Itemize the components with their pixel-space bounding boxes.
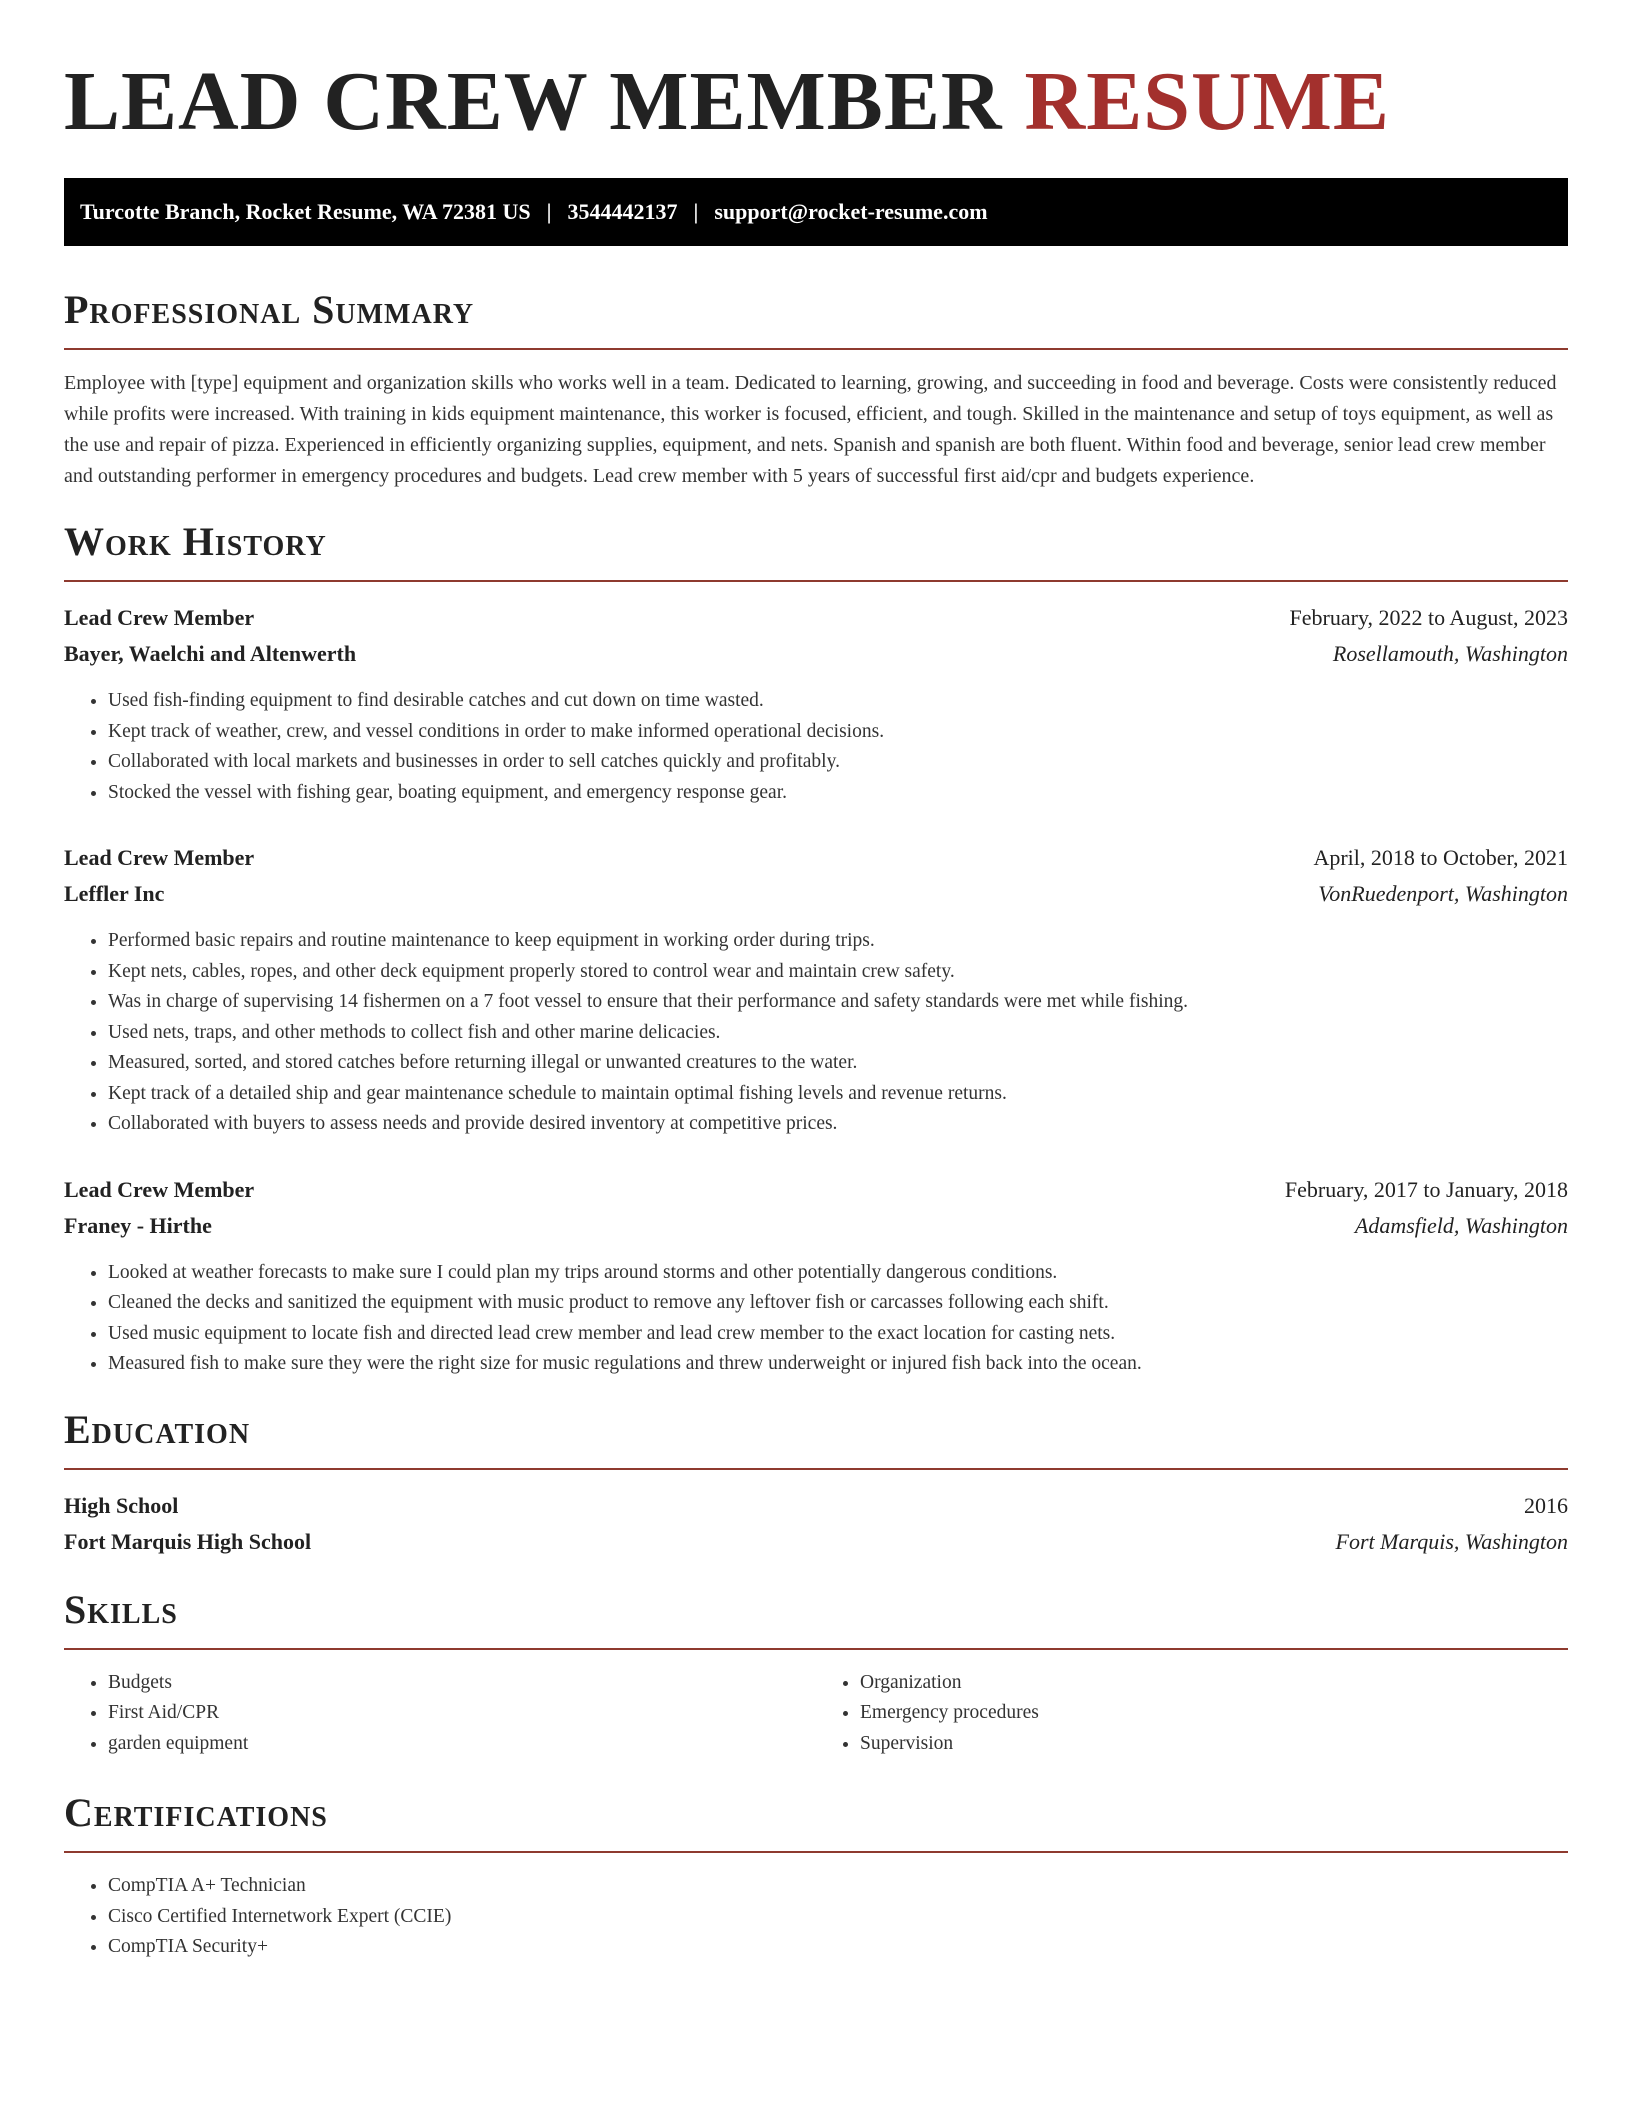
certifications-section xyxy=(64,1789,1568,1963)
job-dates: April, 2018 to October, 2021 xyxy=(1313,845,1568,870)
section-divider xyxy=(64,1851,1568,1853)
job-duties xyxy=(64,926,1568,1140)
education-degree: High School xyxy=(64,1492,179,1518)
resume-title xyxy=(64,52,1568,152)
skill-item: • Organization xyxy=(860,1668,1568,1699)
job-duties xyxy=(64,1258,1568,1380)
job-entry xyxy=(64,1172,1568,1380)
skills-list-left xyxy=(64,1668,816,1760)
education-year: 2016 xyxy=(1524,1492,1568,1518)
job-duty: • Kept nets, cables, ropes, and other deck equipment properly stored to control wear and maintain crew safety. xyxy=(108,957,1568,988)
section-divider xyxy=(64,1468,1568,1470)
job-duty: • Collaborated with local markets and businesses in order to sell catches quickly and profitably. xyxy=(108,747,1568,778)
job-title: Lead Crew Member xyxy=(64,1176,255,1202)
job-duty: • Stocked the vessel with fishing gear, boating equipment, and emergency response gear. xyxy=(108,778,1568,809)
job-duty: • Was in charge of supervising 14 fishermen on a 7 foot vessel to ensure that their performance and safety standards were met while fishing. xyxy=(108,987,1568,1018)
job-company: Franey - Hirthe xyxy=(64,1212,212,1238)
job-location: VonRuedenport, Washington xyxy=(1318,881,1568,906)
job-entry xyxy=(64,600,1568,808)
section-divider xyxy=(64,348,1568,350)
skill-item: • First Aid/CPR xyxy=(108,1698,816,1729)
job-duty: • Used music equipment to locate fish and directed lead crew member and lead crew member to the exact location for casting nets. xyxy=(108,1319,1568,1350)
job-duty: • Kept track of weather, crew, and vessel conditions in order to make informed operational decisions. xyxy=(108,717,1568,748)
certification-item: • Cisco Certified Internetwork Expert (CCIE) xyxy=(108,1902,1568,1933)
job-duty: • Cleaned the decks and sanitized the equipment with music product to remove any leftover fish or carcasses following each shift. xyxy=(108,1288,1568,1319)
job-company: Leffler Inc xyxy=(64,881,165,906)
job-title: Lead Crew Member xyxy=(64,605,255,630)
job-location: Rosellamouth, Washington xyxy=(1332,641,1568,666)
job-dates: February, 2022 to August, 2023 xyxy=(1289,605,1568,630)
education-section xyxy=(64,1406,1568,1560)
title-main: LEAD CREW MEMBER xyxy=(64,55,1003,148)
job-duty: • Measured, sorted, and stored catches before returning illegal or unwanted creatures to the water. xyxy=(108,1048,1568,1079)
summary-section xyxy=(64,286,1568,492)
section-divider xyxy=(64,1648,1568,1650)
certification-item: • CompTIA A+ Technician xyxy=(108,1871,1568,1902)
contact-address: Turcotte Branch, Rocket Resume, WA 72381 US xyxy=(80,199,531,224)
job-location: Adamsfield, Washington xyxy=(1354,1212,1568,1238)
section-divider xyxy=(64,580,1568,582)
job-company: Bayer, Waelchi and Altenwerth xyxy=(64,641,357,666)
work-history-section xyxy=(64,518,1568,1380)
skill-item: • Supervision xyxy=(860,1729,1568,1760)
skills-section xyxy=(64,1586,1568,1760)
contact-separator: | xyxy=(693,199,699,224)
job-duty: • Kept track of a detailed ship and gear maintenance schedule to maintain optimal fishing levels and revenue returns. xyxy=(108,1079,1568,1110)
education-location: Fort Marquis, Washington xyxy=(1335,1528,1568,1554)
contact-phone: 3544442137 xyxy=(567,199,678,224)
skills-list-right xyxy=(816,1668,1568,1760)
education-heading: Education xyxy=(64,1406,251,1452)
job-duties xyxy=(64,686,1568,808)
skill-item: • Budgets xyxy=(108,1668,816,1699)
contact-bar xyxy=(64,178,1568,246)
contact-email: support@rocket-resume.com xyxy=(714,199,988,224)
summary-heading: Professional Summary xyxy=(64,287,475,332)
skills-columns xyxy=(64,1668,1568,1760)
job-duty: • Used fish-finding equipment to find desirable catches and cut down on time wasted. xyxy=(108,686,1568,717)
certifications-list xyxy=(64,1871,1568,1963)
contact-separator: | xyxy=(546,199,552,224)
job-dates: February, 2017 to January, 2018 xyxy=(1284,1176,1568,1202)
title-accent: RESUME xyxy=(1024,55,1390,148)
work-history-heading: Work History xyxy=(64,519,327,564)
summary-text: Employee with [type] equipment and organization skills who works well in a team. Dedicated to learning, growing, and succeeding in food and beverage. Costs were consistently reduced while profits were increased. With training in kids equipment maintenance, this worker is focused, efficient, and tough. Skilled in the maintenance and setup of toys equipment, as well as the use and repair of pizza. Experienced in efficiently organizing supplies, equipment, and nets. Spanish and spanish are both fluent. Within food and beverage, senior lead crew member and outstanding performer in emergency procedures and budgets. Lead crew member with 5 years of successful first aid/cpr and budgets experience. xyxy=(64,372,1557,487)
job-duty: • Performed basic repairs and routine maintenance to keep equipment in working order during trips. xyxy=(108,926,1568,957)
job-duty: • Looked at weather forecasts to make sure I could plan my trips around storms and other potentially dangerous conditions. xyxy=(108,1258,1568,1289)
education-school: Fort Marquis High School xyxy=(64,1528,312,1554)
skill-item: • Emergency procedures xyxy=(860,1698,1568,1729)
job-title: Lead Crew Member xyxy=(64,845,255,870)
job-entry xyxy=(64,840,1568,1140)
certification-item: • CompTIA Security+ xyxy=(108,1932,1568,1963)
job-duty: • Measured fish to make sure they were the right size for music regulations and threw underweight or injured fish back into the ocean. xyxy=(108,1349,1568,1380)
job-duty: • Collaborated with buyers to assess needs and provide desired inventory at competitive prices. xyxy=(108,1109,1568,1140)
skill-item: • garden equipment xyxy=(108,1729,816,1760)
skills-heading: Skills xyxy=(64,1586,178,1632)
job-duty: • Used nets, traps, and other methods to collect fish and other marine delicacies. xyxy=(108,1018,1568,1049)
certifications-heading: Certifications xyxy=(64,1790,328,1835)
